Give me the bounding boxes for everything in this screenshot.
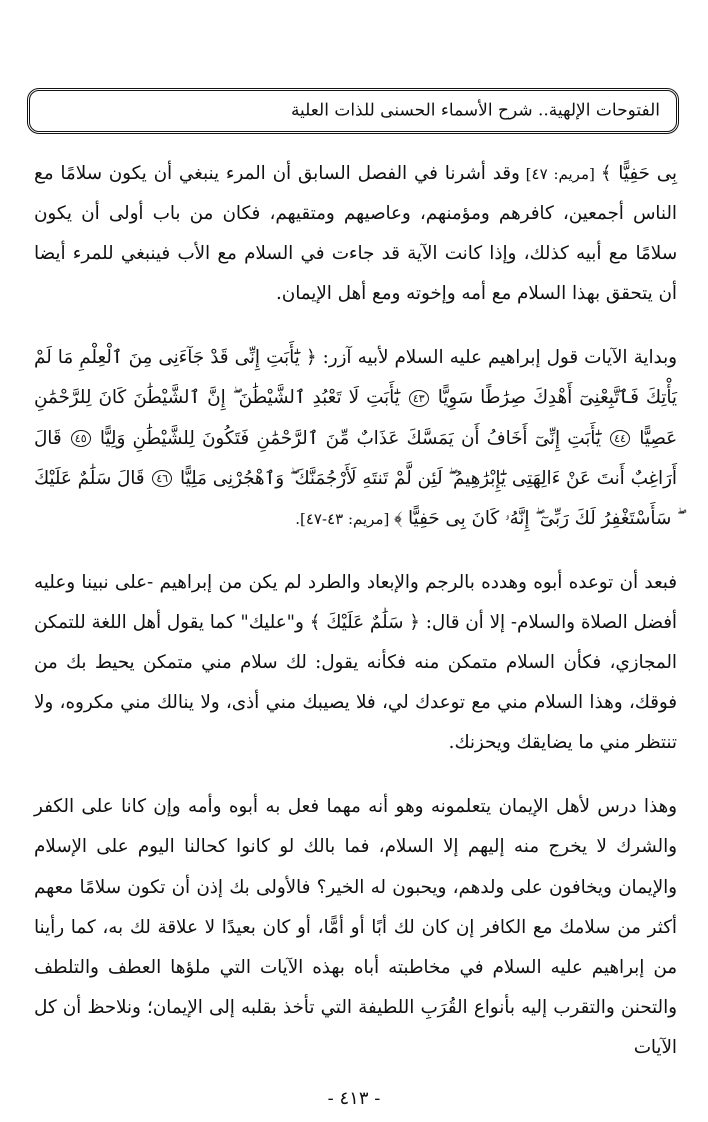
ayah-number-marker: ٤٥ (71, 430, 91, 447)
verse-reference: [مريم: ٤٧] (519, 165, 601, 183)
paragraph (34, 154, 677, 314)
paragraph (34, 787, 677, 1068)
quran-verse: يَٰٓأَبَتِ لَا تَعْبُدِ ٱلشَّيْطَٰنَ ۖ إِنَّ ٱلشَّيْطَٰنَ كَانَ لِلرَّحْمَٰنِ عَصِيًّا (34, 387, 677, 449)
quran-verse: ﴿ يَٰٓأَبَتِ إِنِّى قَدْ جَآءَنِى مِنَ ٱلْعِلْمِ مَا لَمْ يَأْتِكَ فَٱتَّبِعْنِىٓ أَهْدِكَ صِرَٰطًا سَوِيًّا (34, 347, 677, 409)
paragraph-text: فبعد أن توعده أبوه وهدده بالرجم والإبعاد والطرد لم يكن من إبراهيم -على نبينا وعليه أفضل الصلاة والسلام- إلا أن قال: (34, 571, 678, 633)
verse-reference: [مريم: ٤٣-٤٧]. (295, 509, 395, 528)
quran-verse: بِى حَفِيًّا ﴾ (600, 163, 677, 184)
page-number: - ٤١٣ - (327, 1088, 381, 1109)
running-header (27, 88, 679, 134)
paragraph-text: وقد أشرنا في الفصل السابق أن المرء ينبغي أن يكون سلامًا مع الناس أجمعين، كافرهم ومؤمنهم، وعاصيهم ومتقيهم، فكان من باب أولى أن يكون سلامًا مع أبيه كذلك، وإذا كانت الآية قد جاءت في السلام مع الأب فينبغي للمرء أيضا أن يتحقق بهذا السلام مع أمه وإخوته ومع أهل الإيمان. (34, 163, 677, 305)
ayah-number-marker: ٤٤ (610, 430, 630, 447)
paragraph (34, 338, 677, 538)
paragraph-text: وهذا درس لأهل الإيمان يتعلمونه وهو أنه مهما فعل به أبوه وأمه وإن كانا على الكفر والشرك لا يخرج منه إليهم إلا السلام، فما بالك لو كانوا كحالنا اليوم على الإسلام والإيمان ويخافون على ولدهم، ويحبون له الخير؟ فالأولى بك إذن أن تكون سلامًا معهم أكثر من سلامك مع الكافر إن كان لك أبًا أو أمًّا، أو كان بعيدًا لا علاقة لك به، كما رأينا من إبراهيم عليه السلام في مخاطبته أباه بهذه الآيات التي ملؤها العطف والتلطف والتحنن والتقرب إليه بأنواع القُرَبِ اللطيفة التي تأخذ بقلبه إلى الإيمان؛ ونلاحظ أن كل الآيات (34, 796, 677, 1058)
body-text (34, 154, 677, 1068)
quran-verse: قَالَ أَرَاغِبٌ أَنتَ عَنْ ءَالِهَتِى يَٰٓإِبْرَٰهِيمُ ۖ لَئِن لَّمْ تَنتَهِ لَأَرْجُمَنَّكَ ۖ وَٱهْجُرْنِى مَلِيًّا (34, 427, 677, 489)
paragraph-text: و"عليك" كما يقول أهل اللغة للتمكن المجازي، فكأن السلام متمكن منه فكأنه يقول: لك سلام مني متمكن يحيط بك من فوقك، وهذا السلام مني مع توعدك لي، فلا يصيبك مني أذى، ولا ينالك مني مكروه، ولا تنتظر مني ما يضايقك ويحزنك. (34, 611, 677, 754)
running-header-title: الفتوحات الإلهية.. شرح الأسماء الحسنى للذات العلية (290, 100, 660, 121)
paragraph-text: وبداية الآيات قول إبراهيم عليه السلام لأبيه آزر: (316, 347, 677, 369)
ayah-number-marker: ٤٣ (409, 390, 429, 407)
quran-verse: ﴿ سَلَٰمٌ عَلَيْكَ ﴾ (309, 611, 420, 633)
quran-verse: يَٰٓأَبَتِ إِنِّىٓ أَخَافُ أَن يَمَسَّكَ عَذَابٌ مِّنَ ٱلرَّحْمَٰنِ فَتَكُونَ لِلشَّيْطَٰنِ وَلِيًّا (92, 427, 609, 449)
paragraph (34, 563, 677, 763)
quran-verse: قَالَ سَلَٰمٌ عَلَيْكَ ۖ سَأَسْتَغْفِرُ لَكَ رَبِّىٓ ۖ إِنَّهُۥ كَانَ بِى حَفِيًّا ﴾ (34, 467, 677, 529)
ayah-number-marker: ٤٦ (152, 470, 172, 487)
